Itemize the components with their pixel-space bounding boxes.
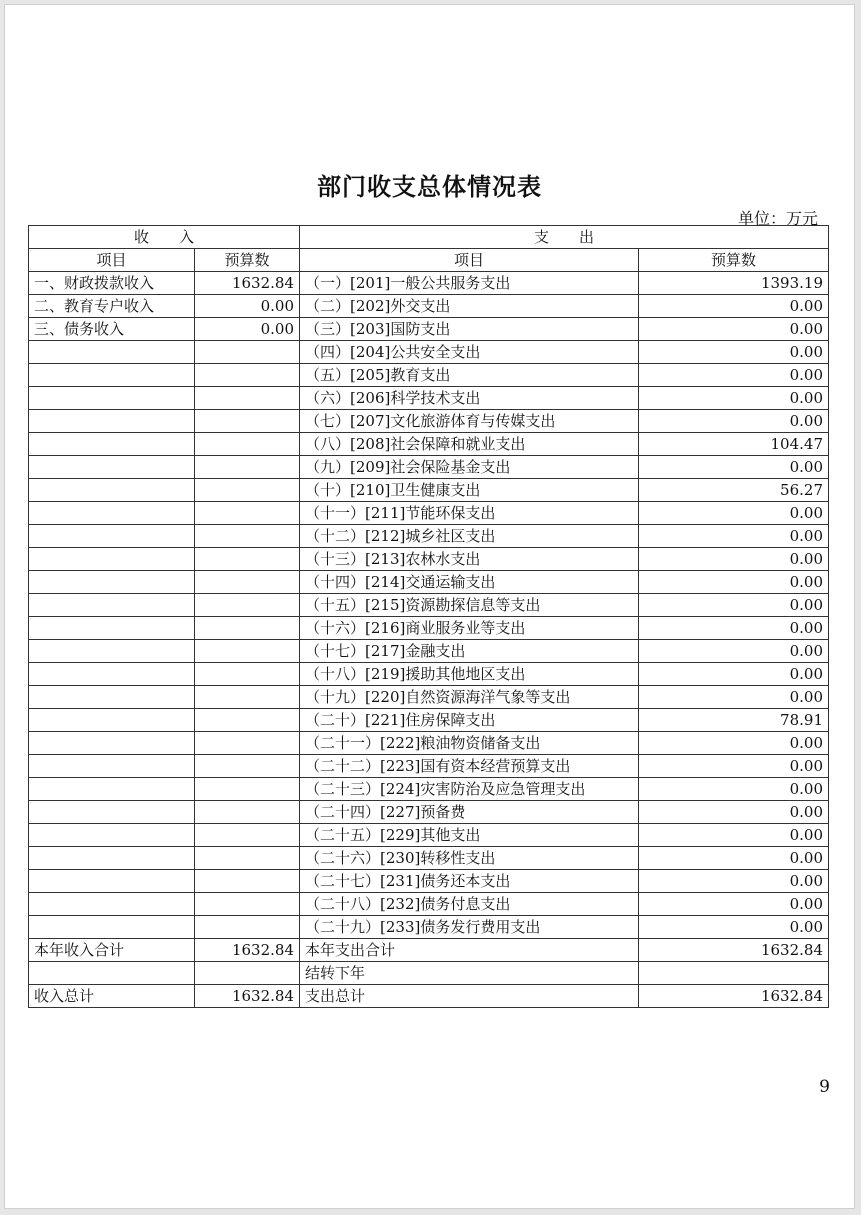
expense-item-cell: （十五）[215]资源勘探信息等支出 <box>300 594 639 617</box>
income-item-cell <box>29 548 195 571</box>
table-row <box>29 824 829 847</box>
table-row <box>29 387 829 410</box>
page-title: 部门收支总体情况表 <box>317 172 542 201</box>
expense-budget-cell: 0.00 <box>639 755 829 778</box>
expense-budget-cell: 0.00 <box>639 410 829 433</box>
total-row <box>29 962 829 985</box>
expense-budget-cell: 1632.84 <box>639 939 829 962</box>
column-header-row <box>29 249 829 272</box>
income-budget-cell <box>195 594 300 617</box>
income-budget-header: 预算数 <box>195 249 300 272</box>
expense-budget-cell: 0.00 <box>639 571 829 594</box>
expense-budget-cell: 1393.19 <box>639 272 829 295</box>
expense-item-cell: （八）[208]社会保障和就业支出 <box>300 433 639 456</box>
expense-budget-cell: 0.00 <box>639 916 829 939</box>
income-budget-cell <box>195 916 300 939</box>
income-budget-cell <box>195 364 300 387</box>
table-row <box>29 295 829 318</box>
expense-budget-cell: 1632.84 <box>639 985 829 1008</box>
income-budget-cell: 0.00 <box>195 318 300 341</box>
expense-item-cell: （七）[207]文化旅游体育与传媒支出 <box>300 410 639 433</box>
expense-group-header: 支 出 <box>300 226 829 249</box>
table-row <box>29 594 829 617</box>
expense-item-cell: （三）[203]国防支出 <box>300 318 639 341</box>
table-row <box>29 732 829 755</box>
document-page <box>4 4 855 1209</box>
income-budget-cell <box>195 870 300 893</box>
table-row <box>29 548 829 571</box>
expense-item-header: 项目 <box>300 249 639 272</box>
expense-item-cell: （十一）[211]节能环保支出 <box>300 502 639 525</box>
expense-budget-cell: 104.47 <box>639 433 829 456</box>
expense-item-cell: （二十九）[233]债务发行费用支出 <box>300 916 639 939</box>
expense-budget-cell: 56.27 <box>639 479 829 502</box>
income-item-cell <box>29 732 195 755</box>
income-budget-cell <box>195 824 300 847</box>
expense-item-cell: （二十四）[227]预备费 <box>300 801 639 824</box>
income-budget-cell: 0.00 <box>195 295 300 318</box>
expense-budget-cell: 0.00 <box>639 387 829 410</box>
income-budget-cell <box>195 571 300 594</box>
budget-table <box>28 225 829 1008</box>
table-row <box>29 318 829 341</box>
income-item-cell <box>29 801 195 824</box>
income-item-cell: 本年收入合计 <box>29 939 195 962</box>
income-budget-cell <box>195 686 300 709</box>
income-item-cell <box>29 686 195 709</box>
income-item-cell <box>29 364 195 387</box>
income-item-cell <box>29 824 195 847</box>
expense-item-cell: （十九）[220]自然资源海洋气象等支出 <box>300 686 639 709</box>
expense-item-cell: （四）[204]公共安全支出 <box>300 341 639 364</box>
expense-item-cell: （二十一）[222]粮油物资储备支出 <box>300 732 639 755</box>
expense-item-cell: （五）[205]教育支出 <box>300 364 639 387</box>
income-item-cell <box>29 410 195 433</box>
total-row <box>29 939 829 962</box>
table-row <box>29 893 829 916</box>
income-budget-cell <box>195 778 300 801</box>
income-item-cell <box>29 525 195 548</box>
expense-budget-cell: 78.91 <box>639 709 829 732</box>
income-item-cell <box>29 479 195 502</box>
expense-item-cell: （十八）[219]援助其他地区支出 <box>300 663 639 686</box>
expense-item-cell: （十二）[212]城乡社区支出 <box>300 525 639 548</box>
income-item-cell <box>29 502 195 525</box>
expense-item-cell: （二十二）[223]国有资本经营预算支出 <box>300 755 639 778</box>
table-row <box>29 755 829 778</box>
expense-item-cell: （十四）[214]交通运输支出 <box>300 571 639 594</box>
income-budget-cell <box>195 502 300 525</box>
table-row <box>29 502 829 525</box>
income-item-cell <box>29 709 195 732</box>
income-item-cell <box>29 778 195 801</box>
income-item-cell <box>29 433 195 456</box>
table-row <box>29 663 829 686</box>
expense-budget-cell: 0.00 <box>639 732 829 755</box>
expense-budget-cell: 0.00 <box>639 686 829 709</box>
expense-item-cell: （十）[210]卫生健康支出 <box>300 479 639 502</box>
page-number: 9 <box>819 1077 830 1097</box>
expense-budget-cell: 0.00 <box>639 502 829 525</box>
income-item-cell <box>29 594 195 617</box>
income-item-cell <box>29 916 195 939</box>
table-row <box>29 456 829 479</box>
income-group-header: 收 入 <box>29 226 300 249</box>
income-budget-cell: 1632.84 <box>195 272 300 295</box>
expense-budget-cell: 0.00 <box>639 341 829 364</box>
income-budget-cell: 1632.84 <box>195 939 300 962</box>
expense-budget-cell: 0.00 <box>639 295 829 318</box>
unit-label: 单位：万元 <box>737 209 818 228</box>
expense-budget-cell: 0.00 <box>639 893 829 916</box>
expense-budget-cell: 0.00 <box>639 364 829 387</box>
expense-item-cell: （十六）[216]商业服务业等支出 <box>300 617 639 640</box>
expense-item-cell: （二）[202]外交支出 <box>300 295 639 318</box>
expense-budget-cell: 0.00 <box>639 801 829 824</box>
income-budget-cell <box>195 640 300 663</box>
income-budget-cell <box>195 341 300 364</box>
table-row <box>29 847 829 870</box>
income-item-cell <box>29 962 195 985</box>
expense-item-cell: （九）[209]社会保险基金支出 <box>300 456 639 479</box>
total-row <box>29 985 829 1008</box>
income-item-header: 项目 <box>29 249 195 272</box>
table-row <box>29 410 829 433</box>
expense-budget-cell: 0.00 <box>639 456 829 479</box>
expense-item-cell: （二十）[221]住房保障支出 <box>300 709 639 732</box>
income-budget-cell <box>195 801 300 824</box>
expense-item-cell: 本年支出合计 <box>300 939 639 962</box>
income-item-cell <box>29 663 195 686</box>
income-item-cell <box>29 387 195 410</box>
income-budget-cell <box>195 387 300 410</box>
income-budget-cell <box>195 617 300 640</box>
income-item-cell <box>29 893 195 916</box>
table-row <box>29 571 829 594</box>
income-item-cell <box>29 755 195 778</box>
table-row <box>29 341 829 364</box>
table-row <box>29 272 829 295</box>
expense-item-cell: （二十七）[231]债务还本支出 <box>300 870 639 893</box>
income-item-cell <box>29 847 195 870</box>
table-row <box>29 433 829 456</box>
income-item-cell <box>29 341 195 364</box>
table-row <box>29 640 829 663</box>
income-budget-cell <box>195 732 300 755</box>
income-item-cell: 一、财政拨款收入 <box>29 272 195 295</box>
income-item-cell <box>29 617 195 640</box>
table-row <box>29 364 829 387</box>
table-row <box>29 778 829 801</box>
income-budget-cell: 1632.84 <box>195 985 300 1008</box>
income-item-cell: 收入总计 <box>29 985 195 1008</box>
expense-item-cell: （二十六）[230]转移性支出 <box>300 847 639 870</box>
income-budget-cell <box>195 479 300 502</box>
income-item-cell <box>29 571 195 594</box>
income-budget-cell <box>195 709 300 732</box>
income-budget-cell <box>195 962 300 985</box>
income-item-cell: 三、债务收入 <box>29 318 195 341</box>
expense-budget-cell: 0.00 <box>639 594 829 617</box>
table-row <box>29 686 829 709</box>
income-budget-cell <box>195 893 300 916</box>
income-budget-cell <box>195 456 300 479</box>
table-row <box>29 916 829 939</box>
expense-item-cell: （二十三）[224]灾害防治及应急管理支出 <box>300 778 639 801</box>
expense-item-cell: （一）[201]一般公共服务支出 <box>300 272 639 295</box>
table-row <box>29 870 829 893</box>
income-budget-cell <box>195 525 300 548</box>
table-row <box>29 709 829 732</box>
table-row <box>29 801 829 824</box>
income-budget-cell <box>195 410 300 433</box>
expense-item-cell: （十三）[213]农林水支出 <box>300 548 639 571</box>
income-item-cell <box>29 640 195 663</box>
income-item-cell <box>29 456 195 479</box>
expense-budget-cell: 0.00 <box>639 663 829 686</box>
table-row <box>29 617 829 640</box>
expense-budget-cell <box>639 962 829 985</box>
income-budget-cell <box>195 663 300 686</box>
income-item-cell: 二、教育专户收入 <box>29 295 195 318</box>
income-budget-cell <box>195 548 300 571</box>
group-header-row <box>29 226 829 249</box>
expense-item-cell: （二十八）[232]债务付息支出 <box>300 893 639 916</box>
expense-budget-cell: 0.00 <box>639 548 829 571</box>
table-row <box>29 525 829 548</box>
expense-budget-cell: 0.00 <box>639 778 829 801</box>
expense-budget-cell: 0.00 <box>639 525 829 548</box>
expense-budget-cell: 0.00 <box>639 640 829 663</box>
expense-item-cell: （二十五）[229]其他支出 <box>300 824 639 847</box>
expense-item-cell: 结转下年 <box>300 962 639 985</box>
expense-budget-cell: 0.00 <box>639 870 829 893</box>
expense-budget-cell: 0.00 <box>639 847 829 870</box>
expense-budget-header: 预算数 <box>639 249 829 272</box>
expense-budget-cell: 0.00 <box>639 617 829 640</box>
table-row <box>29 479 829 502</box>
expense-item-cell: （六）[206]科学技术支出 <box>300 387 639 410</box>
expense-item-cell: 支出总计 <box>300 985 639 1008</box>
income-budget-cell <box>195 755 300 778</box>
expense-budget-cell: 0.00 <box>639 824 829 847</box>
expense-budget-cell: 0.00 <box>639 318 829 341</box>
income-budget-cell <box>195 433 300 456</box>
expense-item-cell: （十七）[217]金融支出 <box>300 640 639 663</box>
income-budget-cell <box>195 847 300 870</box>
income-item-cell <box>29 870 195 893</box>
